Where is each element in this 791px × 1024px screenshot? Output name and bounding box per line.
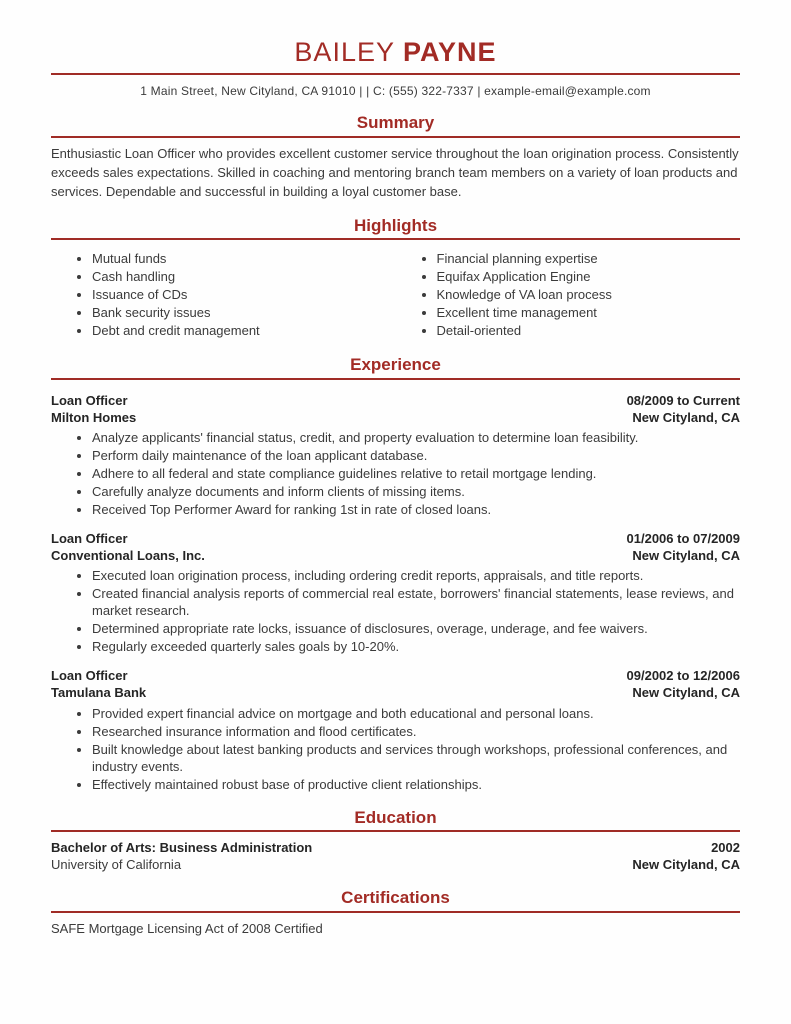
bullet-item: • Detail-oriented <box>437 322 741 339</box>
education-title: Education <box>354 807 437 827</box>
bullet-item: • Issuance of CDs <box>92 286 396 303</box>
job-dates: 09/2002 to 12/2006 <box>626 668 740 684</box>
education-section <box>51 807 740 874</box>
bullet-item: • Analyze applicants' financial status, credit, and property evaluation to determine loan feasibility. <box>92 429 740 446</box>
bullet-item: • Created financial analysis reports of commercial real estate, borrowers' financial statements, lease reviews, and market research. <box>92 585 740 619</box>
job-location: New Cityland, CA <box>632 409 740 425</box>
certifications-title: Certifications <box>341 888 450 908</box>
job-company-row <box>51 684 740 701</box>
bullet-item: • Equifax Application Engine <box>437 268 741 285</box>
job-dates: 08/2009 to Current <box>626 392 740 408</box>
bullet-item: • Provided expert financial advice on mortgage and both educational and personal loans. <box>92 705 740 722</box>
bullet-item: • Cash handling <box>92 268 396 285</box>
job-title-row <box>51 667 740 684</box>
job-company: Milton Homes <box>51 409 137 425</box>
bullet-item: • Financial planning expertise <box>437 250 741 267</box>
candidate-last-name: PAYNE <box>403 37 497 67</box>
education-entry <box>51 839 740 873</box>
highlights-section <box>51 215 740 340</box>
bullet-item: • Excellent time management <box>437 304 741 321</box>
bullet-item: • Built knowledge about latest banking products and services through workshops, professional conferences, and industry events. <box>92 741 740 775</box>
highlights-left-list <box>51 250 396 340</box>
job-entry <box>51 392 740 518</box>
highlights-columns <box>51 247 740 340</box>
experience-title: Experience <box>350 355 441 375</box>
bullet-item: • Effectively maintained robust base of productive client relationships. <box>92 776 740 793</box>
bullet-item: • Perform daily maintenance of the loan applicant database. <box>92 447 740 464</box>
bullet-item: • Bank security issues <box>92 304 396 321</box>
job-title: Loan Officer <box>51 392 128 408</box>
certification-item: SAFE Mortgage Licensing Act of 2008 Certified <box>51 920 323 936</box>
job-bullet-list <box>51 567 740 655</box>
bullet-item: • Mutual funds <box>92 250 396 267</box>
job-title: Loan Officer <box>51 530 128 546</box>
bullet-item: • Determined appropriate rate locks, issuance of disclosures, overage, underage, and fee waivers. <box>92 620 740 637</box>
education-year: 2002 <box>711 839 740 855</box>
header-divider <box>51 73 740 75</box>
experience-section <box>51 354 740 792</box>
job-bullet-list <box>51 429 740 518</box>
job-company: Conventional Loans, Inc. <box>51 548 205 564</box>
bullet-item: • Debt and credit management <box>92 322 396 339</box>
job-title-row <box>51 530 740 547</box>
summary-text: Enthusiastic Loan Officer who provides excellent customer service throughout the loan origination process. Consistently exceeds sales expectations. Skilled in coaching and mentoring branch team members on a variety of loan products and services. Dependable and successful in building a loyal customer base. <box>51 145 739 199</box>
contact-line: 1 Main Street, New Cityland, CA 91010 | | C: (555) 322-7337 | example-email@example.com <box>140 84 651 99</box>
bullet-item: • Adhere to all federal and state compliance guidelines relative to retail mortgage lending. <box>92 465 740 482</box>
job-entry <box>51 667 740 792</box>
job-company: Tamulana Bank <box>51 685 147 701</box>
highlights-divider <box>51 238 740 240</box>
highlights-title: Highlights <box>353 215 438 235</box>
summary-section <box>51 112 740 201</box>
education-degree-row <box>51 839 740 856</box>
education-school-row <box>51 856 740 873</box>
summary-divider <box>51 136 740 138</box>
highlights-right-list <box>396 250 741 340</box>
education-divider <box>51 830 740 832</box>
bullet-item: • Executed loan origination process, including ordering credit reports, appraisals, and title reports. <box>92 567 740 584</box>
job-location: New Cityland, CA <box>632 685 740 701</box>
summary-title: Summary <box>356 113 435 133</box>
job-entry <box>51 530 740 655</box>
bullet-item: • Received Top Performer Award for ranking 1st in rate of closed loans. <box>92 501 740 518</box>
job-title-row <box>51 392 740 409</box>
certifications-divider <box>51 911 740 913</box>
candidate-first-name: BAILEY <box>294 37 395 67</box>
bullet-item: • Regularly exceeded quarterly sales goals by 10-20%. <box>92 638 740 655</box>
certifications-section <box>51 887 740 937</box>
bullet-item: • Researched insurance information and flood certificates. <box>92 723 740 740</box>
experience-divider <box>51 378 740 380</box>
job-title: Loan Officer <box>51 668 128 684</box>
job-bullet-list <box>51 705 740 793</box>
job-dates: 01/2006 to 07/2009 <box>626 530 740 546</box>
job-location: New Cityland, CA <box>632 548 740 564</box>
education-degree: Bachelor of Arts: Business Administration <box>51 839 313 855</box>
job-company-row <box>51 547 740 564</box>
education-school: University of California <box>51 857 182 873</box>
bullet-item: • Carefully analyze documents and inform clients of missing items. <box>92 483 740 500</box>
job-company-row <box>51 409 740 426</box>
bullet-item: • Knowledge of VA loan process <box>437 286 741 303</box>
education-location: New Cityland, CA <box>632 857 740 873</box>
candidate-name <box>51 36 740 68</box>
